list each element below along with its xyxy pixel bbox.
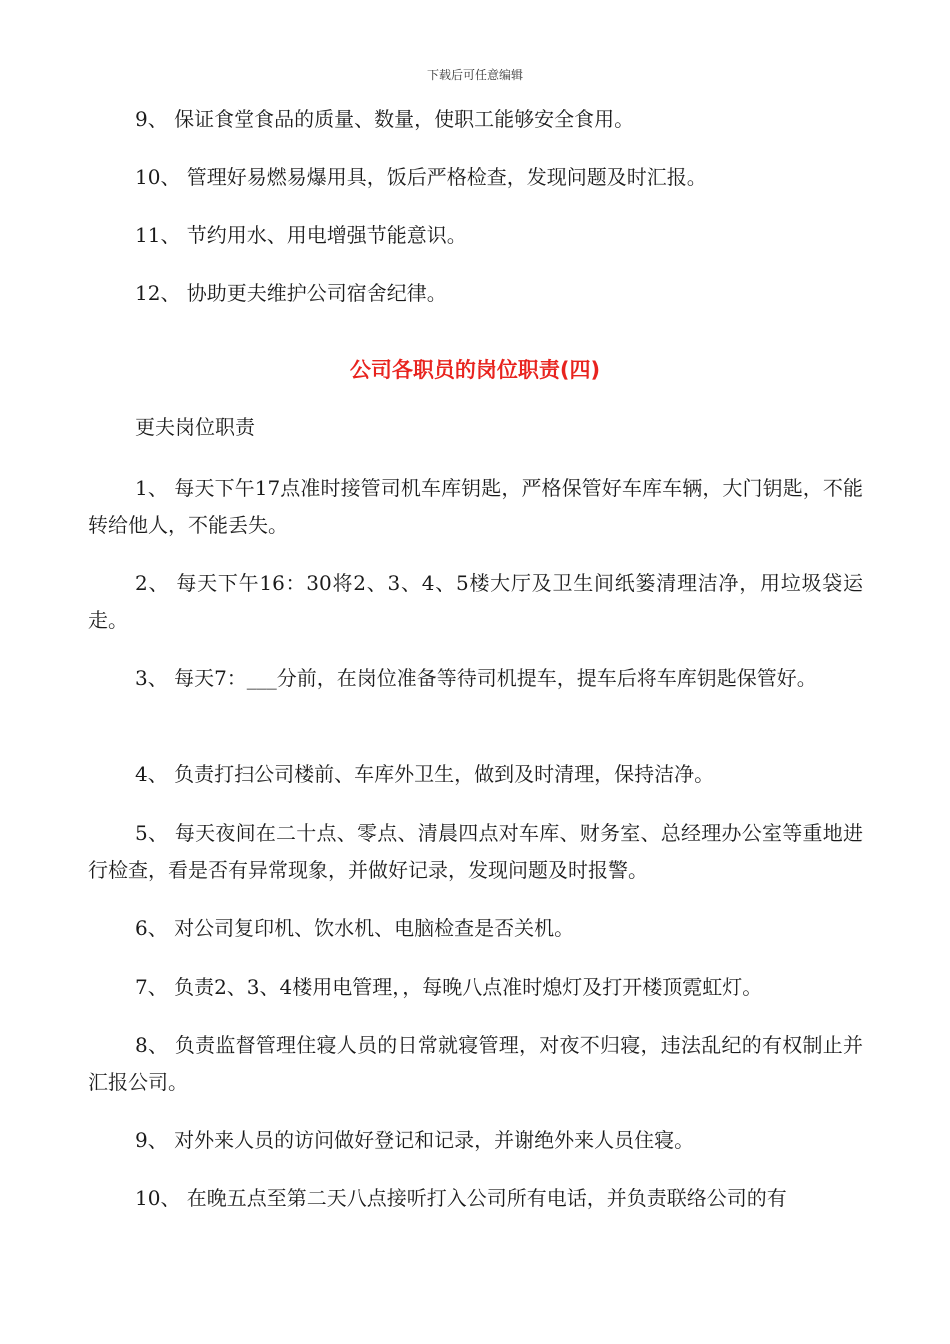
header-note: 下载后可任意编辑	[426, 68, 523, 82]
list-item: 4、 负责打扫公司楼前、车库外卫生，做到及时清理，保持洁净。	[135, 762, 715, 786]
list-item: 8、 负责监督管理住寝人员的日常就寝管理，对夜不归寝，违法乱纪的有权制止并汇报公司。	[88, 1033, 863, 1094]
list-item: 5、 每天夜间在二十点、零点、清晨四点对车库、财务室、总经理办公室等重地进行检查，看是否有异常现象，并做好记录，发现问题及时报警。	[88, 821, 863, 882]
list-item: 11、 节约用水、用电增强节能意识。	[135, 223, 467, 247]
list-item: 12、 协助更夫维护公司宿舍纪律。	[135, 281, 447, 305]
list-item: 6、 对公司复印机、饮水机、电脑检查是否关机。	[135, 916, 575, 940]
list-item: 1、 每天下午17点准时接管司机车库钥匙，严格保管好车库车辆，大门钥匙，不能转给他人，不能丢失。	[88, 476, 863, 537]
subsection-title: 更夫岗位职责	[135, 415, 255, 439]
list-item: 9、 保证食堂食品的质量、数量，使职工能够安全食用。	[135, 107, 635, 131]
list-item: 9、 对外来人员的访问做好登记和记录，并谢绝外来人员住寝。	[135, 1128, 695, 1152]
list-item: 10、 在晚五点至第二天八点接听打入公司所有电话，并负责联络公司的有	[135, 1186, 787, 1210]
section-title: 公司各职员的岗位职责(四)	[349, 358, 601, 382]
list-item: 2、 每天下午16：30将2、3、4、5楼大厅及卫生间纸篓清理洁净，用垃圾袋运走。	[88, 571, 863, 632]
list-item: 7、 负责2、3、4楼用电管理，，每晚八点准时熄灯及打开楼顶霓虹灯。	[135, 975, 763, 999]
list-item: 3、 每天7：___分前，在岗位准备等待司机提车，提车后将车库钥匙保管好。	[135, 666, 817, 690]
list-item: 10、 管理好易燃易爆用具，饭后严格检查，发现问题及时汇报。	[135, 165, 707, 189]
